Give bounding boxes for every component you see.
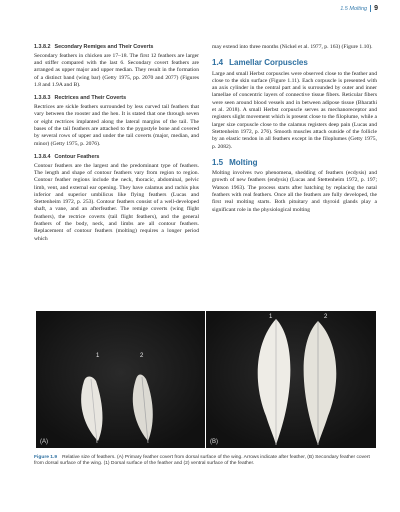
- paragraph: may extend into three months (Nickel et al. 1977, p. 163) (Figure 1.10).: [212, 44, 373, 50]
- running-header: [340, 5, 378, 12]
- paragraph: Contour feathers are the largest and the predominant type of feathers. The length and shape of contour feathers vary from region to region. Contour feather regions include the neck, thoracic, abdominal, pelvic limb, vent, and external ear opening. They have calamus and rachis plus inferior and superior umbilicus like flying feathers (Lucas and Stettenheim 1972, p. 253). Contour feathers consist of a well-developed shaft, a vane, and an afterfeather. The remige coverts (wing flight feathers), the rectrice coverts (tail flight feathers), and the general feathers of the body, neck, and limbs are all contour feathers. Replacement of contour feathers (molting) requires a longer period which: [34, 162, 199, 242]
- figure-photos: [36, 311, 376, 448]
- photo-panel-b: [206, 311, 376, 448]
- running-title: 1.5 Molting: [340, 6, 368, 12]
- paragraph: Molting involves two phenomena, shedding of feathers (ecdysis) and growth of new feathers (endysis) (Lucas and Stettenheim 1972, p. 197; Watson 1963). The process starts after hatching by replacing the natal feathers with real feathers. Once all the feathers are fully developed, the first real molting starts. Both pituitary and thyroid glands play a significant role in the physiological molting: [212, 170, 377, 213]
- section-heading: 1.3.8.2 Secondary Remiges and Their Coverts: [34, 44, 154, 50]
- primary-covert-feathers-image: [36, 311, 205, 448]
- photo-panel-a: [36, 311, 205, 448]
- feather-number: 2: [140, 353, 144, 359]
- secondary-covert-feathers-image: [206, 311, 376, 448]
- figure-label: Figure 1.9: [34, 455, 58, 460]
- feather-number: 1: [269, 314, 273, 320]
- left-column: [34, 44, 199, 249]
- feather-number: 2: [324, 314, 328, 320]
- paragraph: Large and small Herbst corpuscles were observed close to the feather and close to the skin surface (Figure 1.11). Each corpuscle is presented with an axis cylinder in the central part and is surrounded by outer and inner lamellae of concentric layers of connective tissue fibers. Reticular fibers were seen around blood vessels and in between adipose tissue (Bharathi et al. 2018). A small Herbst corpuscle serves as mechanoreceptor and registers slight movement which is present close to the filoplume, while a larger size corpuscle close to the calamus registers deep pain (Lucas and Stettenheim 1972, p. 276). Smooth muscles attach outside of the follicle by an elastic tendon in all feathers except in the filoplumes (Getty 1975, p. 2082).: [212, 70, 377, 150]
- feather-number: 1: [96, 353, 100, 359]
- section-heading: 1.5 Molting: [212, 157, 258, 167]
- figure-caption: [34, 455, 379, 468]
- section-heading: 1.3.8.3 Rectrices and Their Coverts: [34, 95, 127, 102]
- paragraph: Rectrices are sickle feathers surrounded by less curved tail feathers that vary between the rooster and the hen. It is stated that one through seven or eight rectrices implanted along the lateral margins of the tail. The bases of the tail feathers are attached to the pygostyle bone and covered by several rows of upper and under the tail coverts (major, median, and minor) (Getty 1975, p. 2076).: [34, 104, 199, 147]
- page-number: 9: [370, 5, 378, 12]
- paragraph: Secondary feathers in chicken are 17–18. The first 12 feathers are larger and stiffer compared with the last 6. Secondary covert feathers are arranged as upper major and upper median. They result in the formation of a distinct band (wing bar) (Getty 1975, pp. 2070 and 2077) (Figures 1.8 and 1.9A and B).: [34, 52, 199, 88]
- caption-text: Relative size of feathers. (A) Primary feather covert from dorsal surface of the wing. Arrows indicate after feather, (B) Secondary feather covert from dorsal surface of the wing. (1) Dorsal surface of the feather and (2) ventral surface of the feather.: [34, 455, 370, 467]
- right-column: [212, 44, 377, 220]
- section-heading: 1.3.8.4 Contour Feathers: [34, 153, 100, 160]
- panel-label: (A): [40, 439, 48, 445]
- panel-label: (B): [210, 439, 218, 445]
- section-heading: 1.4 Lamellar Corpuscles: [212, 58, 308, 68]
